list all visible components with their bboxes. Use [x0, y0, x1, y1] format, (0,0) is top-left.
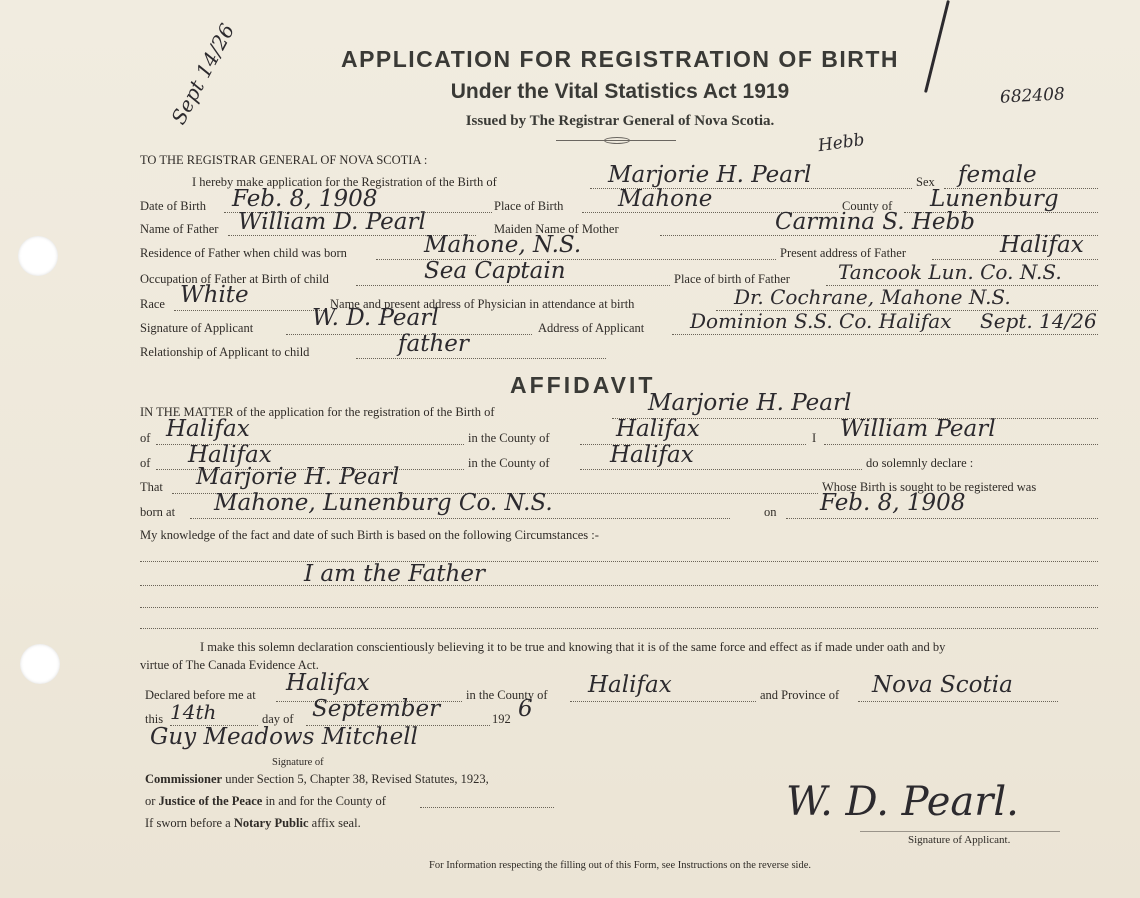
line-address-of-applicant: [672, 334, 1098, 335]
label-address-of-applicant: Address of Applicant: [538, 321, 645, 335]
label-sex: Sex: [916, 175, 935, 189]
line-declared-county: [570, 701, 756, 702]
margin-note-number: 682408: [999, 84, 1066, 108]
line-on-date: [786, 518, 1098, 519]
label-justice: Justice of the Peace: [158, 794, 263, 808]
label-application: I hereby make application for the Registration of the Birth of: [192, 175, 497, 189]
line-province: [858, 701, 1058, 702]
label-this: this: [145, 712, 164, 726]
value-place-of-birth-of-father: Tancook Lun. Co. N.S.: [838, 260, 1062, 284]
ornamental-rule: [556, 140, 676, 141]
label-on: on: [764, 505, 777, 519]
value-county-2: Halifax: [610, 442, 694, 468]
value-county-1: Halifax: [616, 416, 700, 442]
value-province: Nova Scotia: [872, 672, 1013, 698]
line-relationship: [356, 358, 606, 359]
label-i: I: [812, 431, 817, 445]
value-that-name: Marjorie H. Pearl: [196, 464, 400, 490]
declaration-text-cont: virtue of The Canada Evidence Act.: [140, 658, 319, 672]
addressee: TO THE REGISTRAR GENERAL OF NOVA SCOTIA :: [140, 153, 428, 167]
line-occupation: [356, 285, 670, 286]
line-county-2: [580, 469, 862, 470]
value-signature-of-applicant: W. D. Pearl: [312, 305, 439, 331]
label-signature-of-applicant: Signature of Applicant: [140, 321, 254, 335]
value-declared-county: Halifax: [588, 672, 672, 698]
value-day: 14th: [170, 700, 217, 724]
issued-by: Issued by The Registrar General of Nova Scotia.: [465, 113, 775, 129]
label-notary: Notary Public: [233, 816, 309, 830]
value-date-of-birth: Feb. 8, 1908: [232, 186, 378, 212]
value-month: September: [312, 696, 441, 722]
label-occupation-of-father: Occupation of Father at Birth of child: [140, 272, 329, 286]
value-of-2: Halifax: [188, 442, 272, 468]
value-physician: Dr. Cochrane, Mahone N.S.: [734, 285, 1011, 309]
label-do-solemnly-declare: do solemnly declare :: [866, 456, 974, 470]
label-name-of-father: Name of Father: [140, 222, 219, 236]
label-of-2: of: [140, 456, 151, 470]
value-father-name: William D. Pearl: [238, 209, 426, 235]
label-knowledge: My knowledge of the fact and date of such Birth is based on the following Circumstances :-: [140, 528, 599, 542]
value-race: White: [180, 282, 249, 308]
label-province: and Province of: [760, 688, 840, 702]
circumstances-line-1: [140, 561, 1098, 562]
value-date-signed: Sept. 14/26: [980, 309, 1097, 333]
label-commissioner-rest: under Section 5, Chapter 38, Revised Statutes, 1923,: [225, 772, 489, 786]
label-place-of-birth: Place of Birth: [494, 199, 564, 213]
label-date-of-birth: Date of Birth: [140, 199, 206, 213]
label-commissioner: Commissioner: [145, 772, 223, 786]
commissioner-signature: Guy Meadows Mitchell: [150, 724, 418, 750]
declaration-text: I make this solemn declaration conscientiously believing it to be true and knowing that it is of the same force and effect as if made under oath and by: [200, 640, 946, 654]
value-year-digit: 6: [518, 696, 533, 722]
label-maiden-name-of-mother: Maiden Name of Mother: [494, 222, 619, 236]
label-county-2: in the County of: [468, 456, 550, 470]
label-signature-of: Signature of: [272, 757, 324, 768]
value-county: Lunenburg: [930, 186, 1059, 212]
value-affidavit-child-name: Marjorie H. Pearl: [648, 390, 852, 416]
punch-hole-bottom: [20, 644, 60, 684]
value-born-at: Mahone, Lunenburg Co. N.S.: [214, 490, 553, 516]
line-justice-county: [420, 807, 554, 808]
line-race: [174, 310, 324, 311]
label-affix-seal: affix seal.: [311, 816, 361, 830]
value-on-date: Feb. 8, 1908: [820, 490, 966, 516]
label-declared-before: Declared before me at: [145, 688, 256, 702]
affidavit-heading: AFFIDAVIT: [510, 372, 656, 398]
label-county-of: County of: [842, 199, 893, 213]
label-county-1: in the County of: [468, 431, 550, 445]
circumstances-line-2: [140, 585, 1098, 586]
value-child-name-insert: Hebb: [816, 129, 866, 157]
applicant-signature: W. D. Pearl.: [786, 779, 1019, 825]
punch-hole-top: [18, 236, 58, 276]
label-if-sworn: If sworn before a: [145, 816, 231, 830]
label-of-1: of: [140, 431, 151, 445]
label-year-prefix: 192: [492, 712, 511, 726]
label-relationship: Relationship of Applicant to child: [140, 345, 310, 359]
value-of-1: Halifax: [166, 416, 250, 442]
margin-note-date: Sept 14/26: [166, 19, 240, 129]
value-occupation-of-father: Sea Captain: [424, 258, 566, 284]
value-declarant: William Pearl: [840, 416, 996, 442]
circumstances-line-4: [140, 628, 1098, 629]
value-child-name: Marjorie H. Pearl: [608, 162, 812, 188]
label-or: or: [145, 794, 156, 808]
label-signature-of-applicant-affidavit: Signature of Applicant.: [908, 834, 1011, 846]
value-address-of-applicant: Dominion S.S. Co. Halifax: [690, 309, 952, 333]
form-subtitle: Under the Vital Statistics Act 1919: [450, 80, 790, 103]
label-physician: Name and present address of Physician in attendance at birth: [330, 297, 635, 311]
label-justice-rest: in and for the County of: [265, 794, 386, 808]
value-circumstances: I am the Father: [304, 561, 485, 587]
value-mother-maiden-name: Carmina S. Hebb: [775, 209, 975, 235]
value-present-address-of-father: Halifax: [1000, 232, 1084, 258]
label-place-of-birth-of-father: Place of birth of Father: [674, 272, 790, 286]
value-residence-of-father: Mahone, N.S.: [424, 232, 582, 258]
circumstances-line-3: [140, 607, 1098, 608]
value-place-of-birth: Mahone: [618, 186, 713, 212]
label-residence-of-father: Residence of Father when child was born: [140, 246, 347, 260]
label-race: Race: [140, 297, 165, 311]
label-whose-birth: Whose Birth is sought to be registered was: [822, 480, 1037, 494]
value-relationship: father: [398, 331, 469, 357]
label-in-the-matter: IN THE MATTER of the application for the registration of the Birth of: [140, 405, 495, 419]
label-declared-county: in the County of: [466, 688, 548, 702]
label-present-address-of-father: Present address of Father: [780, 246, 907, 260]
line-born-at: [190, 518, 730, 519]
line-declarant: [824, 444, 1098, 445]
footer-note: For Information respecting the filling out of this Form, see Instructions on the reverse side.: [428, 860, 811, 871]
line-applicant-signature-affidavit: [860, 831, 1060, 832]
value-sex: female: [958, 162, 1037, 188]
value-declared-at: Halifax: [286, 670, 370, 696]
form-title: APPLICATION FOR REGISTRATION OF BIRTH: [340, 46, 900, 72]
label-born-at: born at: [140, 505, 176, 519]
label-that: That: [140, 480, 163, 494]
label-day-of: day of: [262, 712, 294, 726]
